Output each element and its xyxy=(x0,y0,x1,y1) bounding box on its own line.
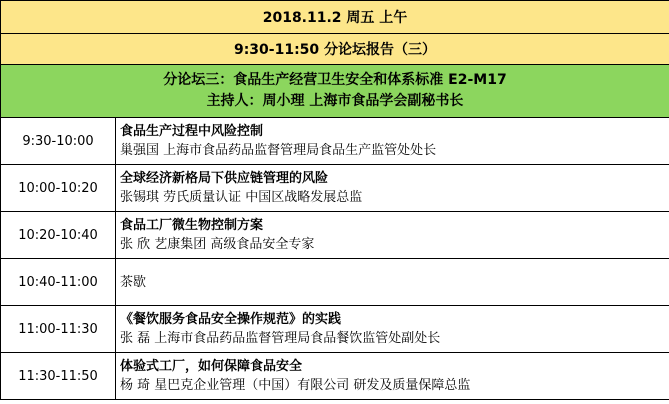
talk-cell xyxy=(116,306,669,353)
talk-speaker: 杨 琦 星巴克企业管理（中国）有限公司 研发及质量保障总监 xyxy=(120,378,471,393)
schedule-row xyxy=(1,353,669,400)
time-slot: 10:40-11:00 xyxy=(1,259,116,306)
talk-title: 体验式工厂，如何保障食品安全 xyxy=(120,359,303,374)
time-slot: 10:20-10:40 xyxy=(1,212,116,259)
talk-speaker: 张 欣 艺康集团 高级食品安全专家 xyxy=(120,237,315,252)
talk-speaker: 张锡琪 劳氏质量认证 中国区战略发展总监 xyxy=(120,190,363,205)
host-line: 主持人：周小理 上海市食品学会副秘书长 xyxy=(206,93,464,109)
talk-title: 《餐饮服务食品安全操作规范》的实践 xyxy=(120,312,342,327)
session-heading: 9:30-11:50 分论坛报告（三） xyxy=(1,34,669,65)
break-label: 茶歇 xyxy=(120,274,147,290)
talk-title: 全球经济新格局下供应链管理的风险 xyxy=(120,171,329,186)
schedule-row xyxy=(1,165,669,212)
schedule-row xyxy=(1,306,669,353)
schedule-row xyxy=(1,259,669,306)
time-slot: 11:00-11:30 xyxy=(1,306,116,353)
talk-speaker: 张 磊 上海市食品药品监督管理局食品餐饮监管处副处长 xyxy=(120,331,441,346)
time-slot: 9:30-10:00 xyxy=(1,118,116,165)
talk-title: 食品工厂微生物控制方案 xyxy=(120,218,264,233)
talk-cell xyxy=(116,118,669,165)
time-slot: 11:30-11:50 xyxy=(1,353,116,400)
forum-title: 分论坛三：食品生产经营卫生安全和体系标准 E2-M17 xyxy=(163,72,507,88)
talk-title: 食品生产过程中风险控制 xyxy=(120,124,264,139)
talk-cell xyxy=(116,353,669,400)
schedule-row xyxy=(1,212,669,259)
header-date-row xyxy=(1,1,669,34)
header-time-row xyxy=(1,34,669,65)
forum-heading-cell xyxy=(1,65,669,118)
time-slot: 10:00-10:20 xyxy=(1,165,116,212)
talk-speaker: 巢强国 上海市食品药品监督管理局食品生产监管处处长 xyxy=(120,143,437,158)
talk-cell xyxy=(116,212,669,259)
talk-cell xyxy=(116,165,669,212)
break-cell xyxy=(116,259,669,306)
header-forum-row xyxy=(1,65,669,118)
date-heading: 2018.11.2 周五 上午 xyxy=(1,1,669,34)
schedule-row xyxy=(1,118,669,165)
